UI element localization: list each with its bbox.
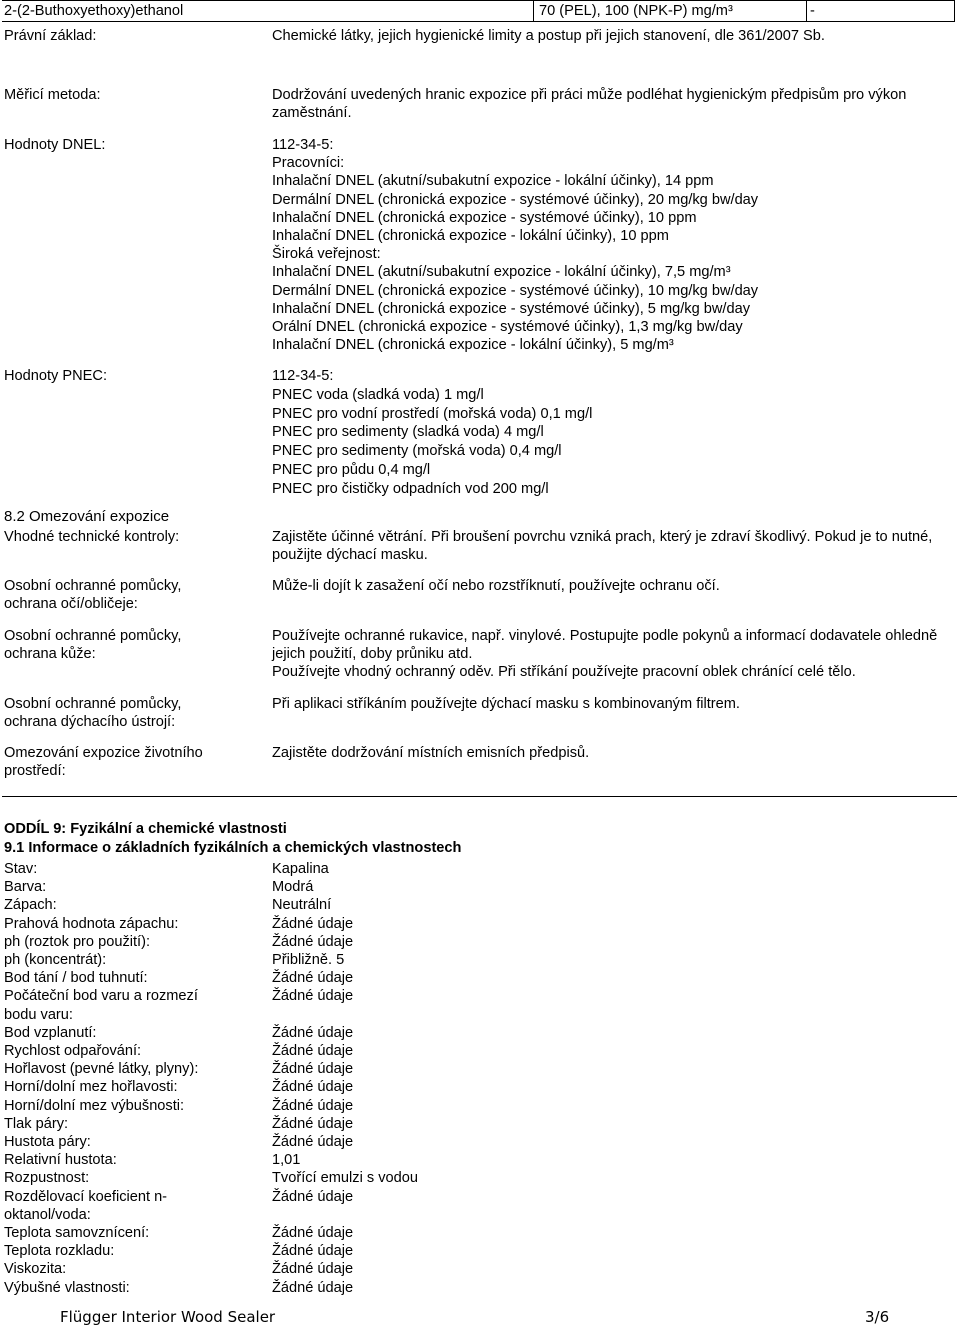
- dnel-item: Inhalační DNEL (chronická expozice - lokální účinky), 10 ppm: [272, 228, 669, 245]
- section-divider: [2, 796, 957, 797]
- eye-protection-label-line: ochrana očí/obličeje:: [4, 596, 138, 613]
- property-value: Žádné údaje: [272, 1279, 354, 1296]
- property-value: Žádné údaje: [272, 1243, 354, 1260]
- environmental-control-label-line: Omezování expozice životního: [4, 745, 203, 761]
- property-row: [4, 1115, 604, 1133]
- property-row: [4, 1169, 604, 1187]
- exposure-limits: 70 (PEL), 100 (NPK-P) mg/m³: [539, 3, 733, 19]
- property-label: Rozpustnost:: [4, 1170, 90, 1187]
- technical-controls-value: Zajistěte účinné větrání. Při broušení povrchu vzniká prach, který je zdraví škodlivý. Pokud je to nutné, použijte dýchací masku.: [272, 529, 933, 564]
- skin-protection-label-line: ochrana kůže:: [4, 646, 96, 663]
- eye-protection-label-line: Osobní ochranné pomůcky,: [4, 578, 182, 594]
- property-value: Žádné údaje: [272, 988, 354, 1005]
- property-label: Tlak páry:: [4, 1115, 69, 1132]
- property-label: Bod vzplanutí:: [4, 1024, 97, 1041]
- property-label: Hustota páry:: [4, 1134, 91, 1151]
- section9-title: ODDÍL 9: Fyzikální a chemické vlastnosti: [4, 821, 287, 837]
- respiratory-protection-value: Při aplikaci stříkáním používejte dýchací masku s kombinovaným filtrem.: [272, 696, 740, 712]
- pnec-label: Hodnoty PNEC:: [4, 368, 108, 384]
- property-row: [4, 969, 604, 987]
- pnec-item: PNEC voda (sladká voda) 1 mg/l: [272, 386, 484, 403]
- section9-subtitle: 9.1 Informace o základních fyzikálních a chemických vlastnostech: [4, 840, 462, 856]
- property-label: Prahová hodnota zápachu:: [4, 915, 179, 932]
- eye-protection-value: Může-li dojít k zasažení očí nebo rozstříknutí, používejte ochranu očí.: [272, 578, 720, 594]
- property-value: Žádné údaje: [272, 1024, 354, 1041]
- property-row: [4, 1133, 604, 1151]
- exposure-control-heading: 8.2 Omezování expozice: [4, 508, 170, 525]
- property-label: Teplota rozkladu:: [4, 1243, 115, 1260]
- pnec-block: [272, 367, 592, 499]
- environmental-control-label-line: prostředí:: [4, 763, 66, 780]
- skin-protection-text: Používejte vhodný ochranný oděv. Při stříkání používejte pracovní oblek chránící celé tělo.: [272, 664, 856, 681]
- property-value: Kapalina: [272, 861, 329, 877]
- dnel-item: Inhalační DNEL (chronická expozice - lokální účinky), 5 mg/m³: [272, 337, 674, 354]
- dnel-public-label: Široká veřejnost:: [272, 246, 381, 263]
- pnec-item: PNEC pro půdu 0,4 mg/l: [272, 461, 431, 478]
- environmental-control-label: [4, 744, 203, 780]
- legal-basis-value: Chemické látky, jejich hygienické limity a postup při jejich stanovení, dle 361/2007 Sb.: [272, 28, 825, 44]
- property-value: Žádné údaje: [272, 970, 354, 987]
- skin-protection-label: [4, 627, 181, 663]
- footer-page-number: 3/6: [865, 1308, 890, 1326]
- footer-product-name: Flügger Interior Wood Sealer: [60, 1308, 276, 1326]
- property-value: Žádné údaje: [272, 1225, 354, 1242]
- property-label: Viskozita:: [4, 1261, 67, 1278]
- property-value: Žádné údaje: [272, 1261, 354, 1278]
- property-value: Modrá: [272, 879, 314, 896]
- property-label: ph (roztok pro použití):: [4, 933, 151, 950]
- property-value: Žádné údaje: [272, 1097, 354, 1114]
- dnel-label: Hodnoty DNEL:: [4, 137, 106, 153]
- property-row: [4, 1151, 604, 1169]
- property-label: Barva:: [4, 879, 47, 896]
- property-label: ph (koncentrát):: [4, 952, 107, 969]
- property-label: Bod tání / bod tuhnutí:: [4, 970, 148, 987]
- pnec-item: PNEC pro sedimenty (mořská voda) 0,4 mg/l: [272, 443, 562, 460]
- property-row: [4, 1097, 604, 1115]
- pnec-item: PNEC pro vodní prostředí (mořská voda) 0,1 mg/l: [272, 405, 593, 422]
- environmental-control-value: Zajistěte dodržování místních emisních předpisů.: [272, 745, 590, 761]
- respiratory-protection-label-line: Osobní ochranné pomůcky,: [4, 696, 182, 712]
- skin-protection-label-line: Osobní ochranné pomůcky,: [4, 628, 182, 644]
- property-value: 1,01: [272, 1152, 301, 1169]
- property-label: Horní/dolní mez výbušnosti:: [4, 1097, 185, 1114]
- column-divider: [954, 1, 955, 21]
- respiratory-protection-label: [4, 695, 181, 731]
- property-row: [4, 951, 604, 969]
- property-value: Tvořící emulzi s vodou: [272, 1170, 418, 1187]
- property-row: [4, 896, 604, 914]
- properties-list: [4, 860, 604, 1297]
- property-row: [4, 1224, 604, 1242]
- property-row: [4, 860, 604, 878]
- property-value: Žádné údaje: [272, 1043, 354, 1060]
- property-value: Žádné údaje: [272, 1115, 354, 1132]
- dnel-cas: 112-34-5:: [272, 137, 334, 153]
- property-label: Stav:: [4, 861, 38, 877]
- property-value: Žádné údaje: [272, 933, 354, 950]
- property-row: [4, 1279, 604, 1297]
- dnel-block: [272, 136, 758, 354]
- property-label: Horní/dolní mez hořlavosti:: [4, 1079, 178, 1096]
- column-divider: [533, 1, 534, 21]
- dnel-item: Orální DNEL (chronická expozice - systémové účinky), 1,3 mg/kg bw/day: [272, 319, 743, 336]
- property-row: [4, 915, 604, 933]
- property-row: [4, 1078, 604, 1096]
- property-label: Hořlavost (pevné látky, plyny):: [4, 1061, 199, 1078]
- property-label: Zápach:: [4, 897, 57, 914]
- property-row: [4, 1242, 604, 1260]
- property-row: [4, 1042, 604, 1060]
- dnel-item: Inhalační DNEL (akutní/subakutní expozice - lokální účinky), 7,5 mg/m³: [272, 264, 731, 281]
- dnel-workers-label: Pracovníci:: [272, 155, 345, 172]
- dnel-item: Inhalační DNEL (chronická expozice - systémové účinky), 10 ppm: [272, 209, 697, 226]
- property-label: Rychlost odpařování:: [4, 1043, 142, 1060]
- legal-basis-label: Právní základ:: [4, 28, 97, 44]
- property-label: Rozdělovací koeficient n-oktanol/voda:: [4, 1188, 168, 1223]
- property-value: Žádné údaje: [272, 915, 354, 932]
- dnel-item: Dermální DNEL (chronická expozice - systémové účinky), 10 mg/kg bw/day: [272, 282, 759, 299]
- property-label: Teplota samovznícení:: [4, 1225, 150, 1242]
- property-value: Neutrální: [272, 897, 332, 914]
- property-row: [4, 878, 604, 896]
- property-value: Žádné údaje: [272, 1134, 354, 1151]
- substance-name: 2-(2-Buthoxyethoxy)ethanol: [4, 3, 184, 19]
- property-label: Výbušné vlastnosti:: [4, 1279, 130, 1296]
- property-row: [4, 1060, 604, 1078]
- property-row: [4, 1188, 604, 1224]
- skin-protection-text: Používejte ochranné rukavice, např. vinylové. Postupujte podle pokynů a informací dodavatele ohledně jejich použití, doby průniku atd.: [272, 628, 938, 663]
- property-label: Počáteční bod varu a rozmezí bodu varu:: [4, 988, 198, 1023]
- dnel-item: Inhalační DNEL (akutní/subakutní expozice - lokální účinky), 14 ppm: [272, 173, 714, 190]
- property-value: Žádné údaje: [272, 1188, 354, 1205]
- pnec-cas: 112-34-5:: [272, 368, 334, 384]
- pnec-item: PNEC pro sedimenty (sladká voda) 4 mg/l: [272, 424, 544, 441]
- property-label: Relativní hustota:: [4, 1152, 117, 1169]
- eye-protection-label: [4, 577, 181, 613]
- exposure-note: -: [810, 3, 815, 19]
- dnel-item: Dermální DNEL (chronická expozice - systémové účinky), 20 mg/kg bw/day: [272, 191, 759, 208]
- respiratory-protection-label-line: ochrana dýchacího ústrojí:: [4, 714, 176, 731]
- dnel-item: Inhalační DNEL (chronická expozice - systémové účinky), 5 mg/kg bw/day: [272, 300, 751, 317]
- technical-controls-label: Vhodné technické kontroly:: [4, 529, 180, 545]
- measurement-method-label: Měřicí metoda:: [4, 87, 101, 103]
- pnec-item: PNEC pro čističky odpadních vod 200 mg/l: [272, 480, 549, 497]
- property-row: [4, 1260, 604, 1278]
- skin-protection-value: [272, 627, 952, 682]
- property-value: Žádné údaje: [272, 1079, 354, 1096]
- property-row: [4, 1024, 604, 1042]
- property-value: Přibližně. 5: [272, 952, 345, 969]
- exposure-limit-row: [2, 0, 955, 22]
- property-row: [4, 933, 604, 951]
- measurement-method-value: Dodržování uvedených hranic expozice při práci může podléhat hygienickým předpisům pro výkon zaměstnání.: [272, 87, 907, 122]
- column-divider: [806, 1, 807, 21]
- property-row: [4, 987, 604, 1023]
- property-value: Žádné údaje: [272, 1061, 354, 1078]
